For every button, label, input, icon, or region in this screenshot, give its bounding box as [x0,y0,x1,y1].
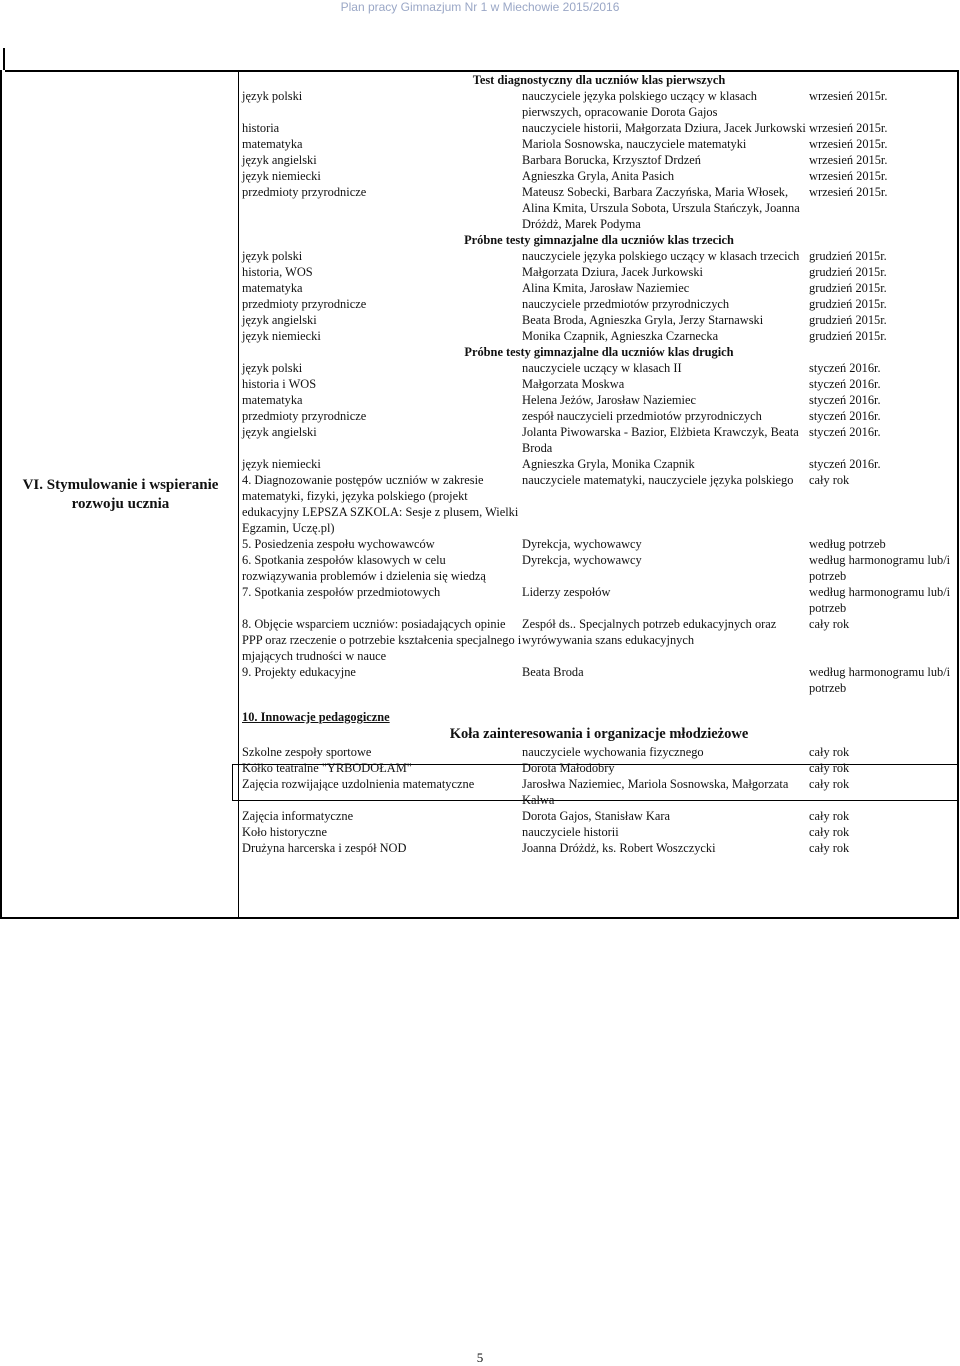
date-cell: cały rok [809,745,850,759]
table-row [242,376,956,392]
date-cell: cały rok [809,825,850,839]
section-title: Koła zainteresowania i organizacje młodzieżowe [449,726,749,742]
activity-cell: język angielski [242,313,317,327]
responsible-cell: Dorota Gajos, Stanisław Kara [522,809,670,823]
responsible-cell: Liderzy zespołów [522,585,611,599]
activity-cell: język niemiecki [242,457,321,471]
responsible-cell: Małgorzata Dziura, Jacek Jurkowski [522,265,703,279]
table-row [242,136,956,152]
activity-cell: język angielski [242,425,317,439]
date-cell: według harmonogramu lub/i potrzeb [809,553,951,583]
table-row [242,408,956,424]
responsible-cell: Dorota Małodobry [522,761,615,775]
table-row [242,296,956,312]
activity-cell: język niemiecki [242,169,321,183]
responsible-cell: nauczyciele języka polskiego uczący w klasach trzecich [522,249,800,263]
table-row [242,808,956,824]
date-cell: grudzień 2015r. [809,281,887,295]
activity-cell: 9. Projekty edukacyjne [242,665,356,679]
date-cell: grudzień 2015r. [809,249,887,263]
section-rows [242,472,956,696]
date-cell: grudzień 2015r. [809,329,887,343]
responsible-cell: Jarosłwa Naziemiec, Mariola Sosnowska, Małgorzata Kalwa [522,777,789,807]
frame-line [0,917,959,919]
responsible-cell: Mariola Sosnowska, nauczyciele matematyki [522,137,747,151]
frame-line [0,70,2,918]
activity-cell: historia [242,121,280,135]
activity-cell: 7. Spotkania zespołów przedmiotowych [242,585,441,599]
date-cell: cały rok [809,841,850,855]
activity-cell: przedmioty przyrodnicze [242,185,367,199]
plan-table [242,72,956,856]
responsible-cell: zespół nauczycieli przedmiotów przyrodniczych [522,409,762,423]
date-cell: grudzień 2015r. [809,297,887,311]
responsible-cell: Dyrekcja, wychowawcy [522,553,642,567]
section-rows [242,744,956,856]
date-cell: według potrzeb [809,537,886,551]
section-rows [242,248,956,344]
responsible-cell: Monika Czapnik, Agnieszka Czarnecka [522,329,719,343]
responsible-cell: Zespół ds.. Specjalnych potrzeb edukacyjnych oraz wyrówywania szans edukacyjnych [522,617,777,647]
section-title: Próbne testy gimnazjalne dla uczniów klas drugich [464,345,734,359]
responsible-cell: Barbara Borucka, Krzysztof Drdzeń [522,153,701,167]
responsible-cell: nauczyciele uczący w klasach II [522,361,682,375]
activity-cell: historia i WOS [242,377,317,391]
table-row [242,248,956,264]
responsible-cell: Agnieszka Gryla, Monika Czapnik [522,457,695,471]
activity-cell: język polski [242,249,303,263]
table-row [242,840,956,856]
responsible-cell: nauczyciele historii, Małgorzata Dziura, Jacek Jurkowski [522,121,806,135]
table-row [242,152,956,168]
responsible-cell: Joanna Dróżdż, ks. Robert Woszczycki [522,841,716,855]
table-row [242,456,956,472]
responsible-cell: Beata Broda [522,665,584,679]
responsible-cell: Agnieszka Gryla, Anita Pasich [522,169,675,183]
date-cell: wrzesień 2015r. [809,89,888,103]
activity-cell: Kółko teatralne "YRBODOŁAM" [242,761,412,775]
innovations-label: 10. Innowacje pedagogiczne [242,710,390,724]
date-cell: wrzesień 2015r. [809,185,888,199]
activity-cell: 5. Posiedzenia zespołu wychowawców [242,537,435,551]
date-cell: styczeń 2016r. [809,457,881,471]
page-number: 5 [476,1350,484,1365]
date-cell: cały rok [809,809,850,823]
responsible-cell: nauczyciele matematyki, nauczyciele języka polskiego [522,473,794,487]
responsible-cell: nauczyciele przedmiotów przyrodniczych [522,297,730,311]
date-cell: cały rok [809,777,850,791]
activity-cell: przedmioty przyrodnicze [242,409,367,423]
date-cell: według harmonogramu lub/i potrzeb [809,585,951,615]
responsible-cell: Dyrekcja, wychowawcy [522,537,642,551]
activity-cell: język niemiecki [242,329,321,343]
activity-cell: przedmioty przyrodnicze [242,297,367,311]
table-row [242,280,956,296]
table-row [242,776,956,808]
table-row [242,664,956,696]
activity-cell: Szkolne zespoły sportowe [242,745,372,759]
activity-cell: historia, WOS [242,265,313,279]
date-cell: styczeń 2016r. [809,377,881,391]
responsible-cell: Beata Broda, Agnieszka Gryla, Jerzy Starnawski [522,313,764,327]
table-row [242,584,956,616]
table-row [242,824,956,840]
table-row [242,328,956,344]
date-cell: wrzesień 2015r. [809,169,888,183]
table-row [242,472,956,536]
activity-cell: język polski [242,89,303,103]
page-header-title: Plan pracy Gimnazjum Nr 1 w Miechowie 2015/2016 [340,0,620,14]
date-cell: styczeń 2016r. [809,425,881,439]
section-title: Test diagnostyczny dla uczniów klas pierwszych [472,73,726,87]
date-cell: wrzesień 2015r. [809,153,888,167]
date-cell: styczeń 2016r. [809,393,881,407]
innovations-row [242,709,956,723]
activity-cell: język polski [242,361,303,375]
responsible-cell: nauczyciele historii [522,825,619,839]
section-rows [242,88,956,232]
table-row [242,392,956,408]
table-row [242,120,956,136]
table-row [242,760,956,776]
responsible-cell: nauczyciele wychowania fizycznego [522,745,704,759]
responsible-cell: Alina Kmita, Jarosław Naziemiec [522,281,690,295]
table-row [242,552,956,584]
section-rows [242,360,956,472]
table-row [242,184,956,232]
section-title: Próbne testy gimnazjalne dla uczniów klas trzecich [464,233,734,247]
date-cell: styczeń 2016r. [809,409,881,423]
table-row [242,536,956,552]
activity-cell: matematyka [242,137,303,151]
frame-line [3,48,5,70]
table-row [242,264,956,280]
date-cell: styczeń 2016r. [809,361,881,375]
responsible-cell: nauczyciele języka polskiego uczący w klasach pierwszych, opracowanie Dorota Gajos [522,89,757,119]
activity-cell: Zajęcia rozwijające uzdolnienia matematyczne [242,777,475,791]
responsible-cell: Mateusz Sobecki, Barbara Zaczyńska, Maria Włosek, Alina Kmita, Urszula Sobota, Urszula Stańczyk, Joanna Dróżdż, Marek Podyma [522,185,800,231]
activity-cell: 4. Diagnozowanie postępów uczniów w zakresie matematyki, fizyki, języka polskiego (projekt edukacyjny LEPSZA SZKOLA: Sesje z plusem, Wielki Egzamin, Uczę.pl) [242,473,519,535]
activity-cell: Zajęcia informatyczne [242,809,354,823]
date-cell: wrzesień 2015r. [809,137,888,151]
section-label: VI. Stymulowanie i wspieranie rozwoju ucznia [22,477,219,512]
date-cell: grudzień 2015r. [809,265,887,279]
date-cell: wrzesień 2015r. [809,121,888,135]
activity-cell: matematyka [242,393,303,407]
date-cell: cały rok [809,617,850,631]
date-cell: cały rok [809,473,850,487]
activity-cell: 8. Objęcie wsparciem uczniów: posiadających opinie PPP oraz rzeczenie o potrzebie kształcenia specjalnego i mjających trudności w nauce [242,617,522,663]
activity-cell: Koło historyczne [242,825,327,839]
responsible-cell: Jolanta Piwowarska - Bazior, Elżbieta Krawczyk, Beata Broda [522,425,799,455]
table-row [242,360,956,376]
table-row [242,424,956,456]
activity-cell: język angielski [242,153,317,167]
date-cell: cały rok [809,761,850,775]
table-row [242,744,956,760]
table-row [242,616,956,664]
activity-cell: 6. Spotkania zespołów klasowych w celu rozwiązywania problemów i dzielenia się wiedzą [242,553,486,583]
date-cell: grudzień 2015r. [809,313,887,327]
table-row [242,168,956,184]
activity-cell: matematyka [242,281,303,295]
responsible-cell: Małgorzata Moskwa [522,377,625,391]
date-cell: według harmonogramu lub/i potrzeb [809,665,951,695]
activity-cell: Drużyna harcerska i zespół NOD [242,841,407,855]
table-row [242,312,956,328]
responsible-cell: Helena Jeżów, Jarosław Naziemiec [522,393,696,407]
table-row [242,88,956,120]
